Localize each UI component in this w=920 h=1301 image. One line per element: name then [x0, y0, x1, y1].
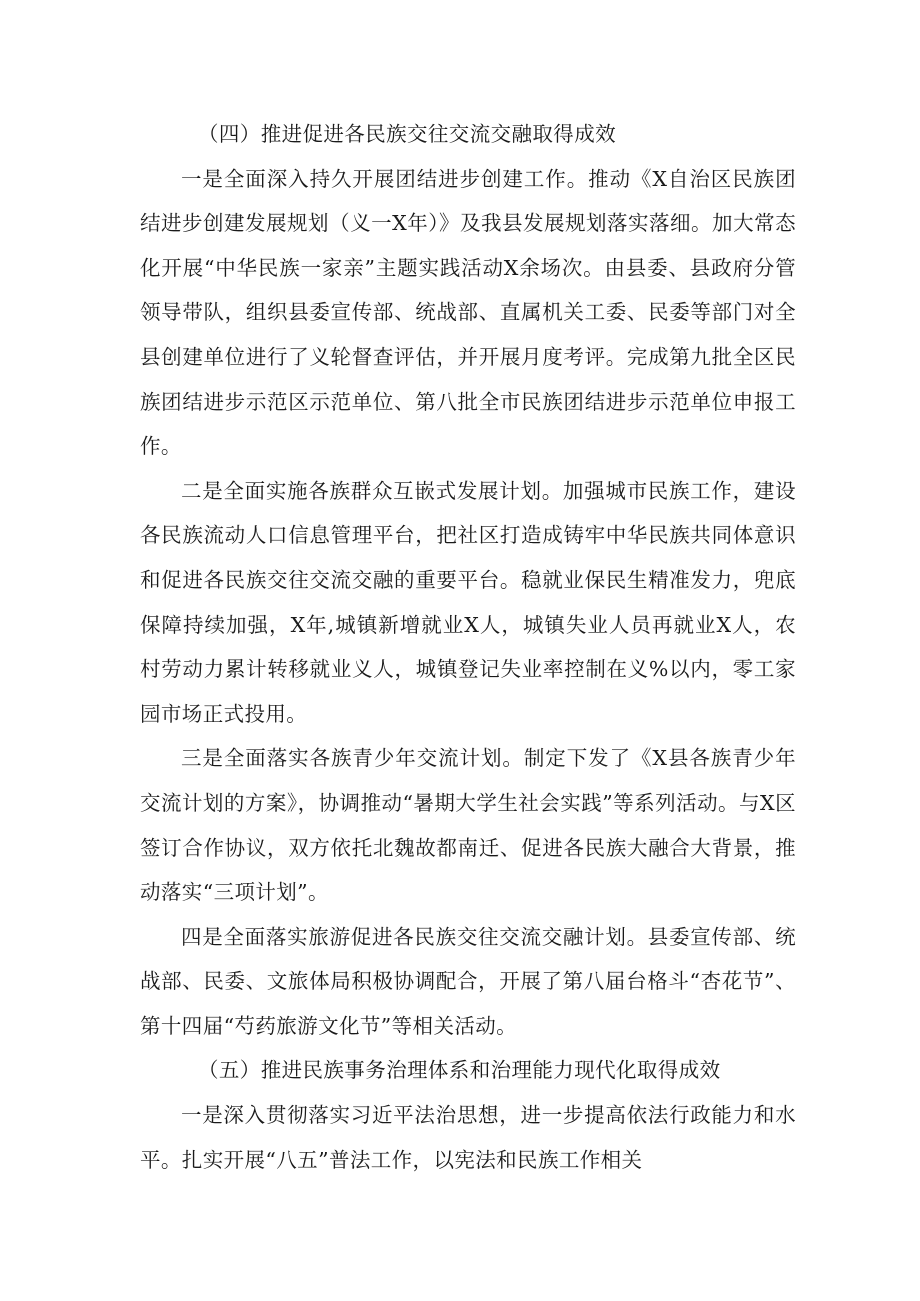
paragraph-rule-of-law: 一是深入贯彻落实习近平法治思想，进一步提高依法行政能力和水平。扎实开展“八五”普法工作，以宪法和民族工作相关	[140, 1103, 796, 1172]
paragraph-embedded-development: 二是全面实施各族群众互嵌式发展计划。加强城市民族工作，建设各民族流动人口信息管理平台，把社区打造成铸牢中华民族共同体意识和促进各民族交往交流交融的重要平台。稳就业保民生精准发力，兜底保障持续加强，X年,城镇新增就业X人，城镇失业人员再就业X人，农村劳动力累计转移就业义人，城镇登记失业率控制在义%以内，零工家园市场正式投用。	[140, 478, 796, 726]
paragraph-youth-exchange: 三是全面落实各族青少年交流计划。制定下发了《X县各族青少年交流计划的方案》，协调推动“暑期大学生社会实践”等系列活动。与X区签订合作协议，双方依托北魏故都南迁、促进各民族大融合大背景，推动落实“三项计划”。	[140, 746, 796, 905]
paragraph-tourism-exchange: 四是全面落实旅游促进各民族交往交流交融计划。县委宣传部、统战部、民委、文旅体局积极协调配合，开展了第八届台格斗“杏花节”、第十四届“芍药旅游文化节”等相关活动。	[140, 924, 796, 1038]
section-heading-5: （五）推进民族事务治理体系和治理能力现代化取得成效	[198, 1058, 721, 1083]
paragraph-unity-creation: 一是全面深入持久开展团结进步创建工作。推动《X自治区民族团结进步创建发展规划（义一X年）》及我县发展规划落实落细。加大常态化开展“中华民族一家亲”主题实践活动X余场次。由县委、县政府分管领导带队，组织县委宣传部、统战部、直属机关工委、民委等部门对全县创建单位进行了义轮督查评估，并开展月度考评。完成第九批全区民族团结进步示范区示范单位、第八批全市民族团结进步示范单位申报工作。	[140, 166, 796, 459]
document-body	[140, 112, 796, 1182]
section-heading-4: （四）推进促进各民族交往交流交融取得成效	[198, 122, 616, 146]
